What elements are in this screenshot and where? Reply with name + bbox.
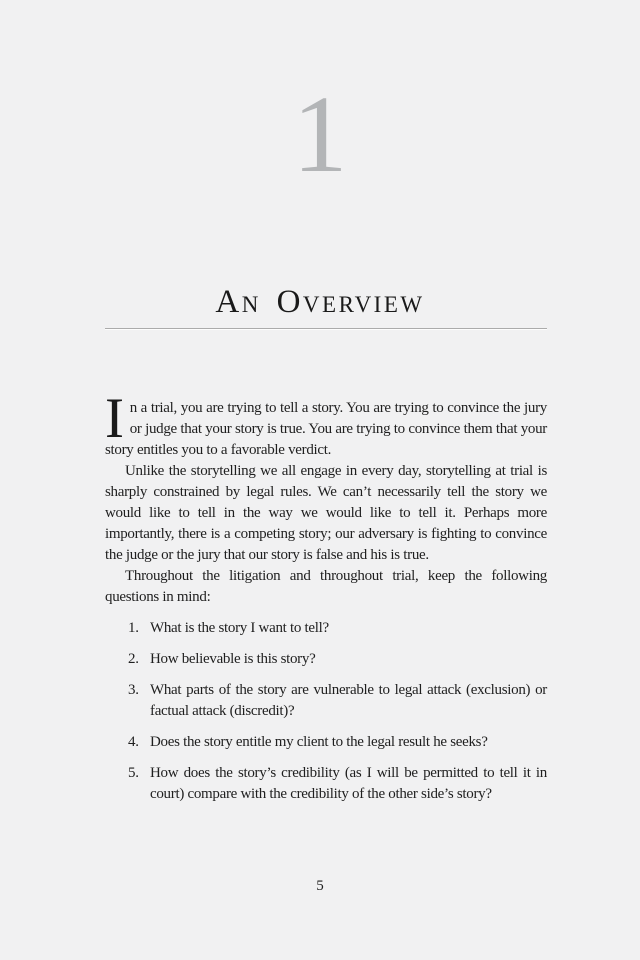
page-number: 5 bbox=[316, 878, 324, 894]
list-item-1 bbox=[105, 618, 547, 639]
list-item-4-text: Does the story entitle my client to the legal result he seeks? bbox=[150, 734, 488, 750]
paragraph-1 bbox=[105, 387, 547, 461]
title-rule bbox=[105, 328, 547, 329]
paragraph-3: Throughout the litigation and throughout trial, keep the following questions in mind: bbox=[105, 568, 547, 605]
list-item-3 bbox=[105, 680, 547, 722]
list-item-2 bbox=[105, 649, 547, 670]
body-text bbox=[105, 387, 547, 805]
list-item-5-number: 5. bbox=[128, 765, 139, 781]
list-item-3-text: What parts of the story are vulnerable to legal attack (exclusion) or factual attack (discredit)? bbox=[150, 682, 547, 719]
list-item-2-number: 2. bbox=[128, 651, 139, 667]
chapter-number: 1 bbox=[292, 73, 348, 195]
drop-cap: I bbox=[105, 387, 124, 450]
question-list bbox=[105, 618, 547, 805]
list-item-5 bbox=[105, 763, 547, 805]
list-item-2-text: How believable is this story? bbox=[150, 651, 316, 667]
list-item-3-number: 3. bbox=[128, 682, 139, 698]
paragraph-2: Unlike the storytelling we all engage in every day, storytelling at trial is sharply constrained by legal rules. We can’t necessarily tell the story we would like to tell in the way we would like to tell it. Perhaps more importantly, there is a competing story; our adversary is fighting to convince the judge or the jury that our story is false and his is true. bbox=[105, 463, 547, 563]
list-item-1-text: What is the story I want to tell? bbox=[150, 620, 329, 636]
chapter-title: An Overview bbox=[215, 284, 425, 320]
paragraph-1-text: n a trial, you are trying to tell a story. You are trying to convince the jury or judge that your story is true. You are trying to convince them that your story entitles you to a favorable verdict. bbox=[105, 400, 547, 458]
list-item-5-text: How does the story’s credibility (as I will be permitted to tell it in court) compare with the credibility of the other side’s story? bbox=[150, 765, 547, 802]
list-item-4-number: 4. bbox=[128, 734, 139, 750]
list-item-4 bbox=[105, 732, 547, 753]
list-item-1-number: 1. bbox=[128, 620, 139, 636]
